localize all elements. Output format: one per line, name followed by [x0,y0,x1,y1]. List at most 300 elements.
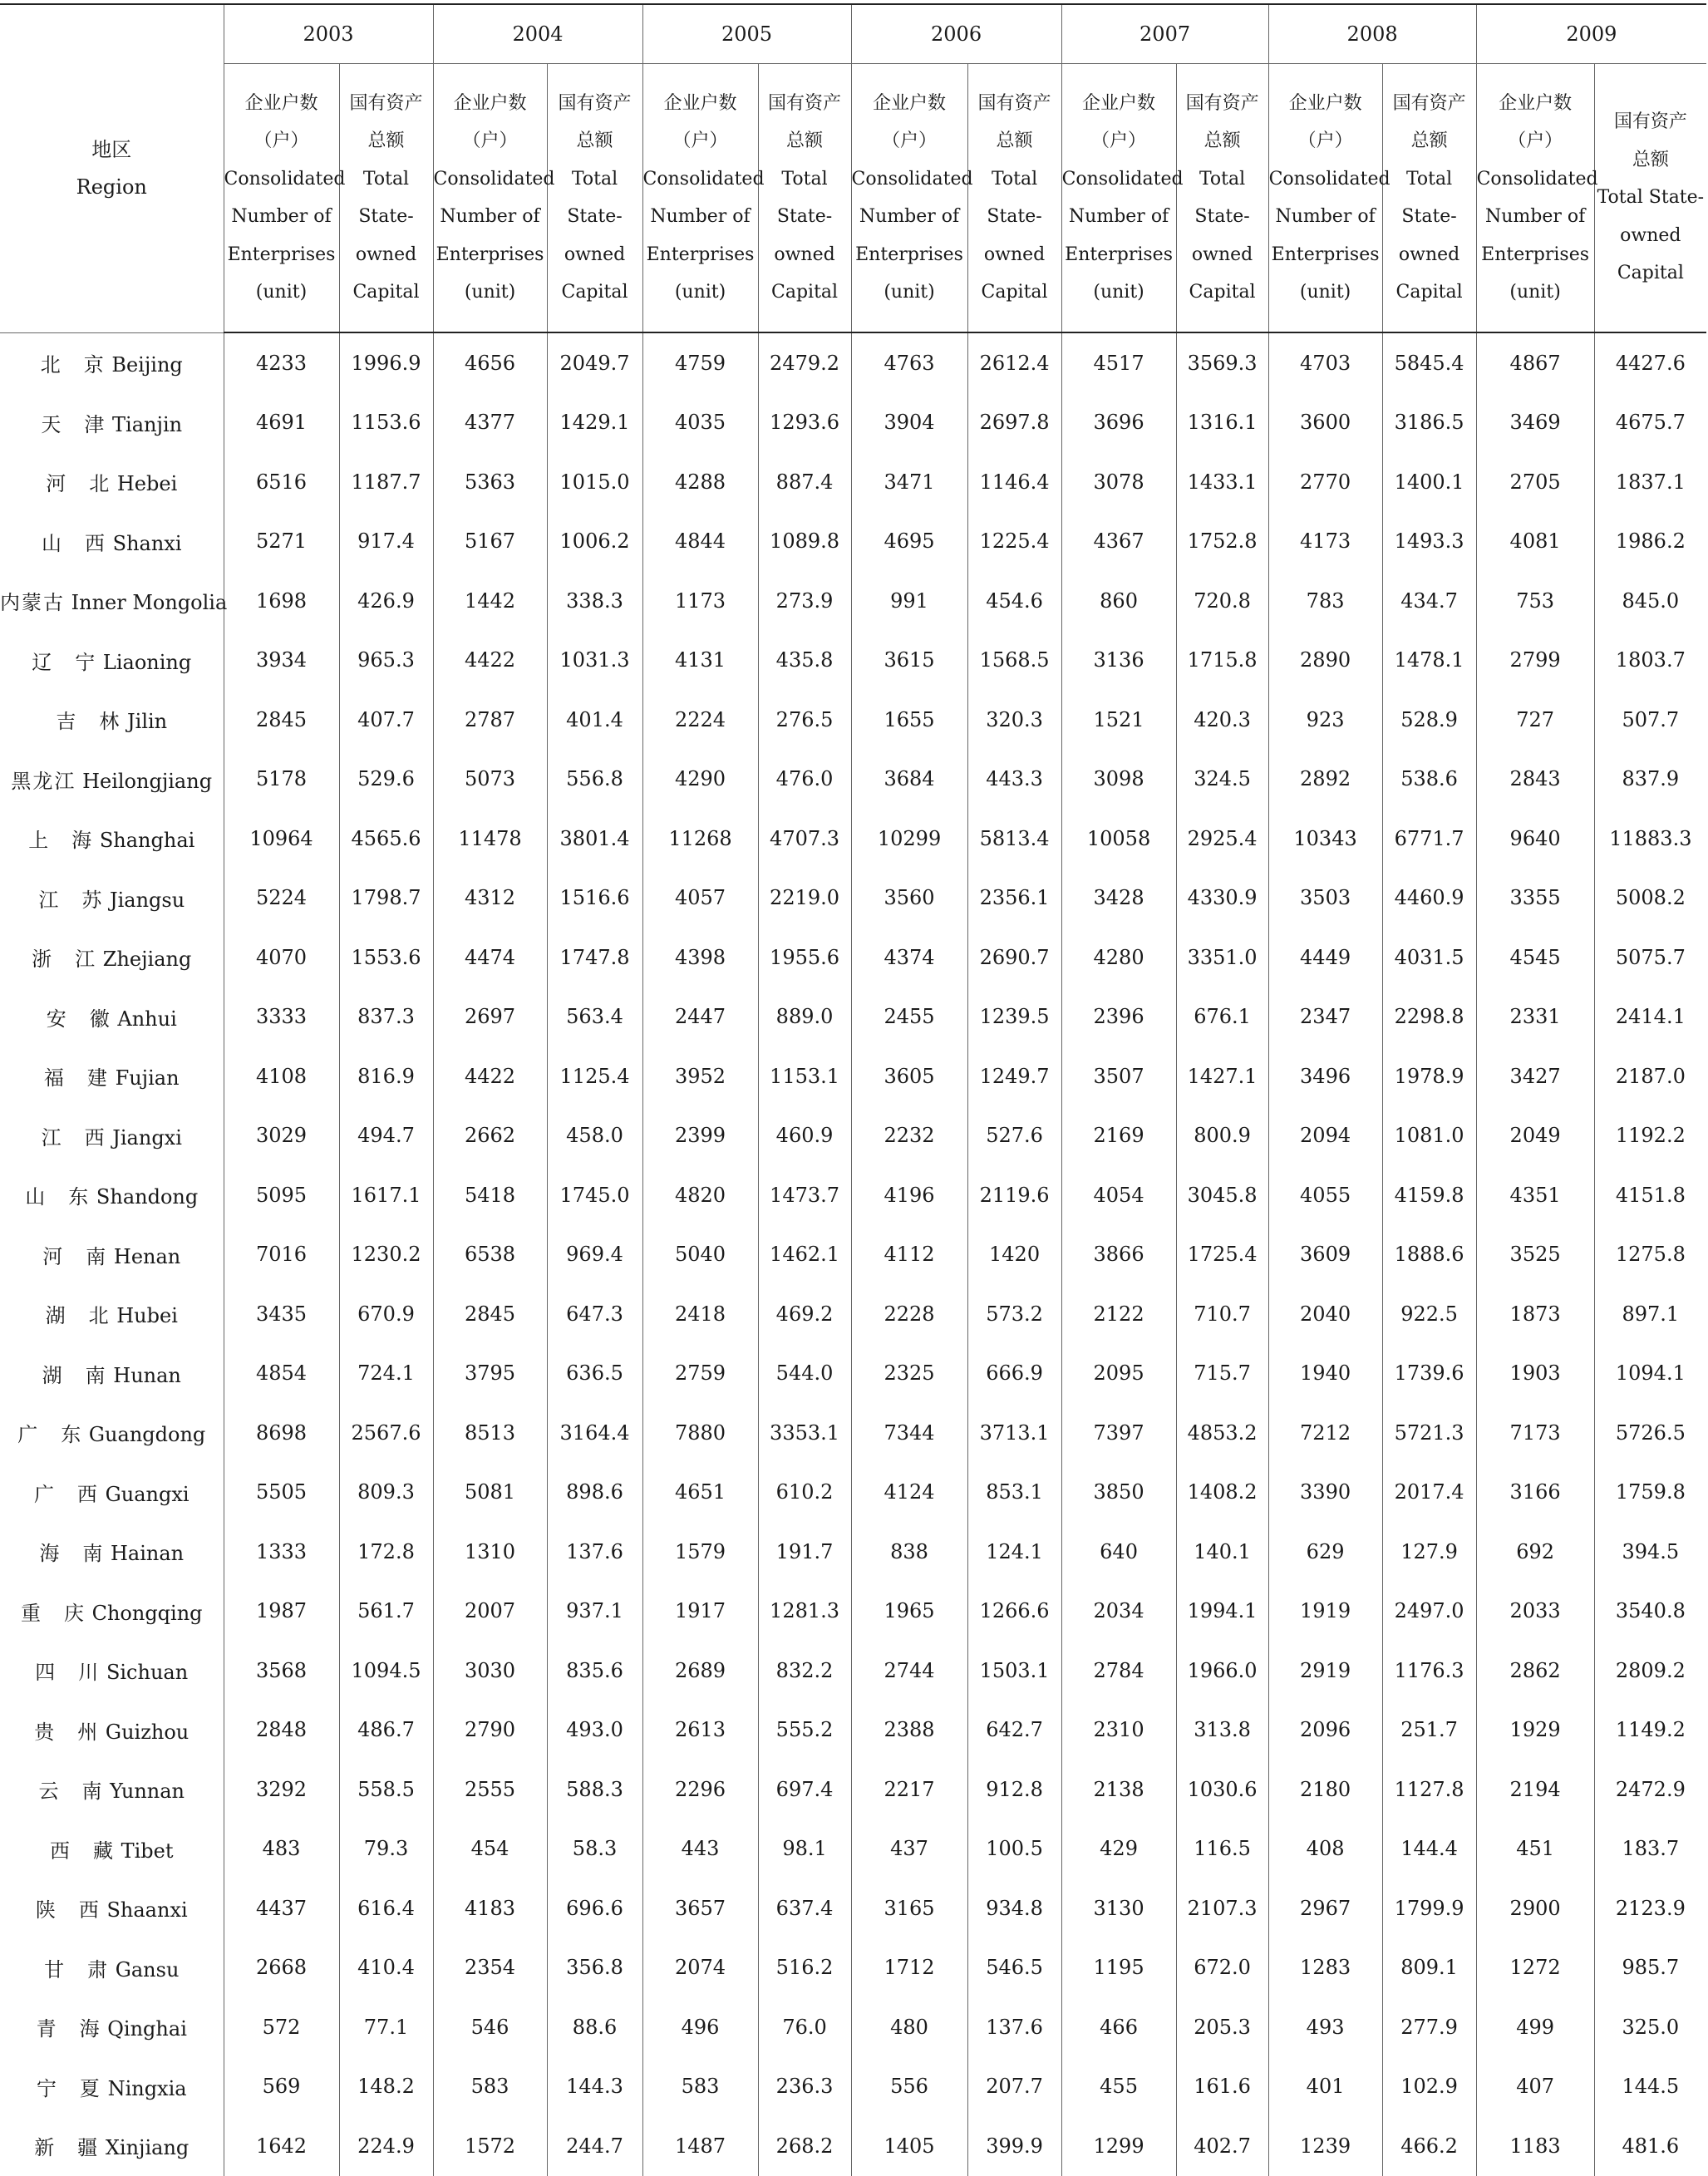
enterprises-cell: 2399 [642,1106,758,1166]
region-name-zh: 河 南 [42,1244,108,1268]
enterprises-cell: 455 [1061,2057,1176,2117]
capital-cell: 1094.5 [339,1641,433,1701]
header-line: owned [1191,244,1253,265]
table-row [0,631,1706,691]
capital-cell: 934.8 [967,1878,1061,1938]
capital-cell: 724.1 [339,1344,433,1404]
capital-cell: 5813.4 [967,809,1061,869]
capital-cell: 1249.7 [967,1046,1061,1106]
region-name-en: Shandong [96,1185,199,1209]
capital-cell: 3540.8 [1594,1582,1706,1642]
capital-cell: 100.5 [967,1819,1061,1879]
header-line: （户） [882,130,938,151]
table-row [0,512,1706,572]
capital-cell: 144.3 [547,2057,642,2117]
enterprises-cell: 1698 [224,571,339,631]
header-line: (unit) [1299,282,1351,303]
capital-cell: 399.9 [967,2116,1061,2176]
capital-cell: 1715.8 [1176,631,1268,691]
region-cell [0,987,224,1047]
enterprises-cell: 4081 [1476,512,1594,572]
region-cell [0,809,224,869]
region-name-en: Shaanxi [106,1898,188,1922]
capital-cell: 809.1 [1382,1938,1476,1998]
header-line: Number of [1275,206,1376,227]
capital-cell: 325.0 [1594,1997,1706,2057]
capital-cell: 1153.1 [758,1046,851,1106]
header-line: owned [774,244,835,265]
table-row [0,1106,1706,1166]
region-cell [0,571,228,631]
data-table [0,3,1706,2176]
header-line: owned [355,244,417,265]
capital-cell: 2697.8 [967,393,1061,453]
enterprises-cell: 1195 [1061,1938,1176,1998]
header-line: State- [358,206,414,227]
region-cell [0,2116,224,2176]
enterprises-cell: 1903 [1476,1344,1594,1404]
header-line: 总额 [576,130,613,151]
year-header: 2006 [851,4,1061,64]
enterprises-cell: 5081 [433,1463,547,1523]
capital-cell: 1799.9 [1382,1878,1476,1938]
enterprises-cell: 466 [1061,1997,1176,2057]
enterprises-cell: 7344 [851,1403,967,1463]
table-row [0,928,1706,987]
capital-cell: 546.5 [967,1938,1061,1998]
enterprises-cell: 4703 [1268,332,1382,393]
enterprises-cell: 2331 [1476,987,1594,1047]
header-line: Total [1199,168,1246,190]
capital-cell: 486.7 [339,1701,433,1760]
header-line: （户） [253,130,309,151]
region-name-en: Tibet [121,1839,174,1863]
capital-cell: 853.1 [967,1463,1061,1523]
enterprises-cell: 2180 [1268,1760,1382,1819]
capital-cell: 527.6 [967,1106,1061,1166]
enterprises-cell: 7212 [1268,1403,1382,1463]
capital-cell: 5721.3 [1382,1403,1476,1463]
capital-cell: 1153.6 [339,393,433,453]
enterprises-cell: 4367 [1061,512,1176,572]
enterprises-cell: 991 [851,571,967,631]
capital-cell: 1081.0 [1382,1106,1476,1166]
enterprises-cell: 3615 [851,631,967,691]
enterprises-cell: 2770 [1268,452,1382,512]
region-name-zh: 江 西 [41,1125,106,1150]
capital-cell: 268.2 [758,2116,851,2176]
region-name-en: Guangxi [105,1482,190,1506]
region-cell [0,928,224,987]
capital-cell: 2119.6 [967,1165,1061,1225]
capital-cell: 11883.3 [1594,809,1706,869]
region-cell [0,750,224,810]
enterprises-cell: 4112 [851,1225,967,1285]
capital-cell: 443.3 [967,750,1061,810]
header-line: （户） [462,130,518,151]
enterprises-cell: 1183 [1476,2116,1594,2176]
capital-cell: 5726.5 [1594,1403,1706,1463]
header-line: 国有资产 [558,92,632,114]
enterprises-cell: 4108 [224,1046,339,1106]
enterprises-cell: 3029 [224,1106,339,1166]
enterprises-cell: 3866 [1061,1225,1176,1285]
region-name-en: Gansu [115,1957,180,1982]
capital-cell: 666.9 [967,1344,1061,1404]
enterprises-cell: 1642 [224,2116,339,2176]
header-line: 总额 [1203,130,1241,151]
table-row [0,1522,1706,1582]
enterprises-cell: 6516 [224,452,339,512]
enterprises-cell: 1299 [1061,2116,1176,2176]
enterprises-cell: 692 [1476,1522,1594,1582]
capital-cell: 1225.4 [967,512,1061,572]
capital-cell: 1503.1 [967,1641,1061,1701]
enterprises-cell: 860 [1061,571,1176,631]
enterprises-cell: 499 [1476,1997,1594,2057]
enterprises-cell: 2388 [851,1701,967,1760]
enterprises-cell: 3503 [1268,869,1382,928]
enterprises-cell: 2759 [642,1344,758,1404]
capital-cell: 407.7 [339,690,433,750]
enterprises-cell: 5505 [224,1463,339,1523]
capital-cell: 555.2 [758,1701,851,1760]
table-row [0,1284,1706,1344]
capital-cell: 144.4 [1382,1819,1476,1879]
region-name-en: Fujian [115,1066,180,1090]
enterprises-cell: 2790 [433,1701,547,1760]
enterprises-cell: 2744 [851,1641,967,1701]
capital-cell: 2219.0 [758,869,851,928]
enterprises-cell: 7016 [224,1225,339,1285]
capital-cell: 1420 [967,1225,1061,1285]
header-line: Total [1405,168,1453,190]
capital-cell: 507.7 [1594,690,1706,750]
capital-cell: 837.3 [339,987,433,1047]
capital-cell: 715.7 [1176,1344,1268,1404]
header-line: 总额 [1632,149,1669,170]
capital-cell: 558.5 [339,1760,433,1819]
year-header: 2005 [642,4,851,64]
enterprises-cell: 2890 [1268,631,1382,691]
capital-cell: 1837.1 [1594,452,1706,512]
capital-column-header [1382,64,1476,333]
header-line: (unit) [1509,282,1561,303]
region-name-zh: 北 京 [40,353,106,377]
enterprises-cell: 5073 [433,750,547,810]
header-line: State- [987,206,1042,227]
capital-cell: 148.2 [339,2057,433,2117]
enterprises-cell: 1333 [224,1522,339,1582]
table-row [0,1463,1706,1523]
enterprises-cell: 7173 [1476,1403,1594,1463]
capital-column-header [1176,64,1268,333]
table-row [0,750,1706,810]
enterprises-cell: 2787 [433,690,547,750]
enterprises-cell: 3078 [1061,452,1176,512]
header-line: Capital [352,282,420,303]
enterprises-column-header [1061,64,1184,333]
enterprises-cell: 4290 [642,750,758,810]
enterprises-cell: 3427 [1476,1046,1594,1106]
capital-cell: 1408.2 [1176,1463,1268,1523]
region-name-zh: 重 庆 [20,1601,86,1625]
enterprises-cell: 2095 [1061,1344,1176,1404]
enterprises-cell: 4196 [851,1165,967,1225]
header-line: Enterprises [855,244,963,265]
enterprises-cell: 6538 [433,1225,547,1285]
capital-cell: 493.0 [547,1701,642,1760]
capital-cell: 4159.8 [1382,1165,1476,1225]
enterprises-cell: 4867 [1476,332,1594,393]
capital-cell: 809.3 [339,1463,433,1523]
capital-cell: 800.9 [1176,1106,1268,1166]
region-name-en: Beijing [111,353,183,377]
region-name-zh: 山 西 [41,531,106,555]
header-line: owned [564,244,626,265]
capital-cell: 4151.8 [1594,1165,1706,1225]
region-header-en: Region [76,175,147,199]
capital-cell: 324.5 [1176,750,1268,810]
region-cell [0,393,224,453]
enterprises-cell: 3560 [851,869,967,928]
enterprises-cell: 3471 [851,452,967,512]
region-cell [0,1403,224,1463]
capital-cell: 4565.6 [339,809,433,869]
region-cell [0,1106,224,1166]
enterprises-cell: 496 [642,1997,758,2057]
region-name-en: Ningxia [107,2076,187,2100]
capital-cell: 1293.6 [758,393,851,453]
header-line: Total [991,168,1038,190]
enterprises-cell: 7397 [1061,1403,1176,1463]
enterprises-cell: 4374 [851,928,967,987]
enterprises-column-header [224,64,346,333]
capital-cell: 516.2 [758,1938,851,1998]
table-header [0,4,1706,332]
capital-cell: 1230.2 [339,1225,433,1285]
capital-cell: 1281.3 [758,1582,851,1642]
enterprises-cell: 2224 [642,690,758,750]
enterprises-cell: 2194 [1476,1760,1594,1819]
enterprises-cell: 2697 [433,987,547,1047]
capital-cell: 277.9 [1382,1997,1476,2057]
enterprises-cell: 483 [224,1819,339,1879]
enterprises-cell: 3098 [1061,750,1176,810]
table-row [0,452,1706,512]
capital-cell: 912.8 [967,1760,1061,1819]
capital-cell: 887.4 [758,452,851,512]
enterprises-cell: 4288 [642,452,758,512]
capital-cell: 460.9 [758,1106,851,1166]
enterprises-cell: 4854 [224,1344,339,1404]
enterprises-cell: 2228 [851,1284,967,1344]
enterprises-cell: 1919 [1268,1582,1382,1642]
capital-cell: 563.4 [547,987,642,1047]
enterprises-cell: 556 [851,2057,967,2117]
enterprises-cell: 4054 [1061,1165,1176,1225]
capital-cell: 670.9 [339,1284,433,1344]
enterprises-cell: 2122 [1061,1284,1176,1344]
capital-cell: 77.1 [339,1997,433,2057]
table-row [0,1582,1706,1642]
enterprises-column-header [1476,64,1598,333]
header-line: 国有资产 [977,92,1051,114]
capital-column-header [339,64,433,333]
region-name-zh: 甘 肃 [44,1957,110,1982]
region-cell [0,1997,224,2057]
region-name-en: Heilongjiang [82,769,213,793]
capital-cell: 2925.4 [1176,809,1268,869]
header-line: Enterprises [646,244,755,265]
enterprises-cell: 1655 [851,690,967,750]
enterprises-cell: 1173 [642,571,758,631]
enterprises-cell: 5040 [642,1225,758,1285]
enterprises-cell: 454 [433,1819,547,1879]
header-line: owned [983,244,1046,265]
enterprises-cell: 3684 [851,750,967,810]
enterprises-cell: 2845 [433,1284,547,1344]
enterprises-cell: 11268 [642,809,758,869]
region-cell [0,1344,224,1404]
region-name-zh: 辽 宁 [32,650,97,674]
enterprises-cell: 2689 [642,1641,758,1701]
enterprises-cell: 8698 [224,1403,339,1463]
capital-cell: 3186.5 [1382,393,1476,453]
header-line: （户） [1091,130,1147,151]
capital-cell: 58.3 [547,1819,642,1879]
capital-cell: 2356.1 [967,869,1061,928]
region-cell [0,1819,224,1879]
region-name-zh: 广 东 [17,1423,83,1447]
header-line: Number of [231,206,332,227]
capital-cell: 937.1 [547,1582,642,1642]
capital-cell: 76.0 [758,1997,851,2057]
capital-cell: 3713.1 [967,1403,1061,1463]
capital-cell: 1094.1 [1594,1344,1706,1404]
region-name-en: Shanxi [112,531,182,555]
capital-cell: 1752.8 [1176,512,1268,572]
capital-cell: 1725.4 [1176,1225,1268,1285]
enterprises-cell: 583 [433,2057,547,2117]
enterprises-cell: 4517 [1061,332,1176,393]
capital-cell: 356.8 [547,1938,642,1998]
enterprises-cell: 1310 [433,1522,547,1582]
region-cell [0,512,224,572]
header-line: Capital [981,282,1048,303]
region-cell [0,332,224,393]
enterprises-cell: 3292 [224,1760,339,1819]
enterprises-cell: 3609 [1268,1225,1382,1285]
header-line: owned [1620,224,1681,246]
enterprises-cell: 3496 [1268,1046,1382,1106]
enterprises-cell: 4173 [1268,512,1382,572]
capital-cell: 1015.0 [547,452,642,512]
capital-cell: 4031.5 [1382,928,1476,987]
enterprises-cell: 2784 [1061,1641,1176,1701]
enterprises-cell: 5271 [224,512,339,572]
capital-cell: 636.5 [547,1344,642,1404]
region-name-en: Hunan [113,1363,181,1387]
capital-cell: 1978.9 [1382,1046,1476,1106]
enterprises-cell: 3795 [433,1344,547,1404]
enterprises-cell: 443 [642,1819,758,1879]
enterprises-cell: 4233 [224,332,339,393]
header-line: Total [781,168,828,190]
region-cell [0,1760,224,1819]
enterprises-cell: 4055 [1268,1165,1382,1225]
capital-cell: 1745.0 [547,1165,642,1225]
enterprises-cell: 3333 [224,987,339,1047]
enterprises-cell: 2967 [1268,1878,1382,1938]
capital-cell: 647.3 [547,1284,642,1344]
region-name-zh: 西 藏 [49,1839,115,1863]
region-cell [0,869,224,928]
capital-cell: 1553.6 [339,928,433,987]
enterprises-cell: 4763 [851,332,967,393]
header-line: 国有资产 [768,92,842,114]
enterprises-cell: 2455 [851,987,967,1047]
enterprises-cell: 4312 [433,869,547,928]
header-line: Number of [650,206,751,227]
region-name-zh: 吉 林 [56,710,121,734]
table-row [0,2057,1706,2117]
header-line: Consolidated [1061,168,1184,190]
region-header-zh: 地区 [91,137,132,161]
year-header: 2008 [1268,4,1476,64]
capital-cell: 1433.1 [1176,452,1268,512]
capital-cell: 338.3 [547,571,642,631]
header-line: 企业户数 [1082,92,1156,114]
enterprises-cell: 3525 [1476,1225,1594,1285]
capital-cell: 528.9 [1382,690,1476,750]
enterprises-cell: 2296 [642,1760,758,1819]
enterprises-cell: 2668 [224,1938,339,1998]
column-header-row [0,64,1706,333]
capital-cell: 144.5 [1594,2057,1706,2117]
enterprises-cell: 1283 [1268,1938,1382,1998]
enterprises-cell: 4131 [642,631,758,691]
capital-cell: 2017.4 [1382,1463,1476,1523]
capital-cell: 1568.5 [967,631,1061,691]
enterprises-cell: 4070 [224,928,339,987]
enterprises-cell: 408 [1268,1819,1382,1879]
enterprises-cell: 480 [851,1997,967,2057]
capital-column-header [758,64,851,333]
region-name-zh: 上 海 [28,829,94,853]
enterprises-cell: 838 [851,1522,967,1582]
capital-cell: 696.6 [547,1878,642,1938]
header-line: （户） [672,130,728,151]
capital-cell: 1759.8 [1594,1463,1706,1523]
capital-cell: 1427.1 [1176,1046,1268,1106]
capital-cell: 207.7 [967,2057,1061,2117]
table-row [0,1046,1706,1106]
header-line: 总额 [367,130,405,151]
table-row [0,1403,1706,1463]
enterprises-cell: 2347 [1268,987,1382,1047]
region-name-en: Jiangsu [109,888,185,912]
capital-cell: 1747.8 [547,928,642,987]
capital-cell: 401.4 [547,690,642,750]
capital-cell: 183.7 [1594,1819,1706,1879]
capital-cell: 3351.0 [1176,928,1268,987]
capital-cell: 1176.3 [1382,1641,1476,1701]
capital-cell: 276.5 [758,690,851,750]
table-row [0,1760,1706,1819]
header-line: owned [1398,244,1460,265]
region-name-en: Liaoning [102,650,192,674]
